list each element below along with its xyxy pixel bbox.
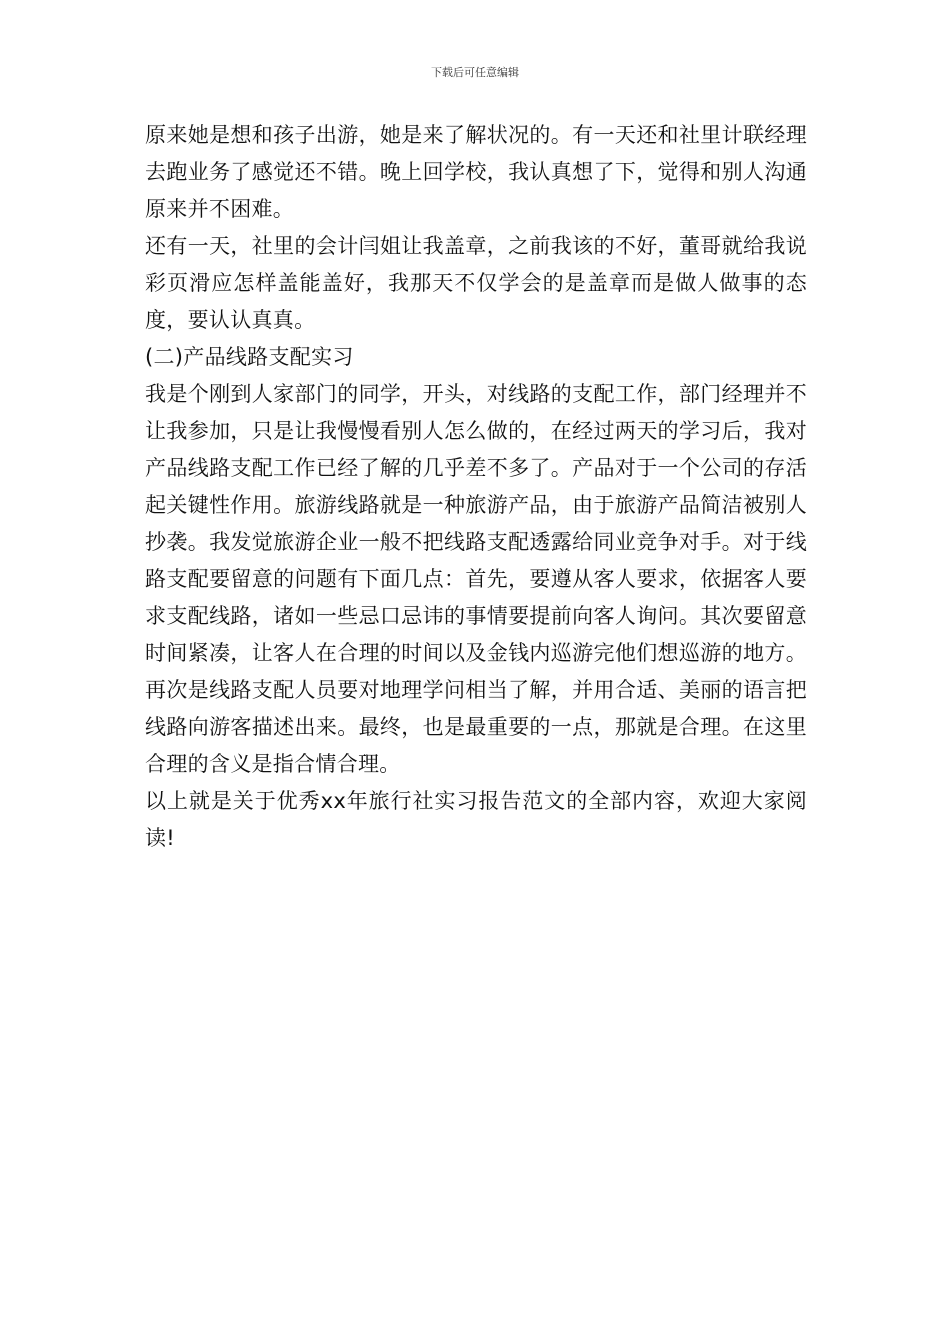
- paragraph-closing: 以上就是关于优秀xx年旅行社实习报告范文的全部内容，欢迎大家阅读!: [145, 789, 807, 850]
- paragraph-route-planning: 我是个刚到人家部门的同学，开头，对线路的支配工作，部门经理并不让我参加，只是让我慢慢看别人怎么做的，在经过两天的学习后，我对产品线路支配工作已经了解的几乎差不多了。产品对于一个公司的存活起关键性作用。旅游线路就是一种旅游产品，由于旅游产品简洁被别人抄袭。我发觉旅游企业一般不把线路支配透露给同业竞争对手。对于线路支配要留意的问题有下面几点：首先，要遵从客人要求，依据客人要求支配线路，诸如一些忌口忌讳的事情要提前向客人询问。其次要留意时间紧凑，让客人在合理的时间以及金钱内巡游完他们想巡游的地方。再次是线路支配人员要对地理学问相当了解，并用合适、美丽的语言把线路向游客描述出来。最终，也是最重要的一点，那就是合理。在这里合理的含义是指合情合理。: [145, 382, 807, 776]
- document-body: [145, 117, 807, 857]
- page-header: 下载后可任意编辑: [431, 66, 519, 79]
- section-heading: (二)产品线路支配实习: [145, 345, 354, 369]
- paragraph-intro: 原来她是想和孩子出游，她是来了解状况的。有一天还和社里计联经理去跑业务了感觉还不错。晚上回学校，我认真想了下，觉得和别人沟通原来并不困难。: [145, 123, 807, 221]
- paragraph-stamp: 还有一天，社里的会计闫姐让我盖章，之前我该的不好，董哥就给我说彩页滑应怎样盖能盖好，我那天不仅学会的是盖章而是做人做事的态度，要认认真真。: [145, 234, 807, 332]
